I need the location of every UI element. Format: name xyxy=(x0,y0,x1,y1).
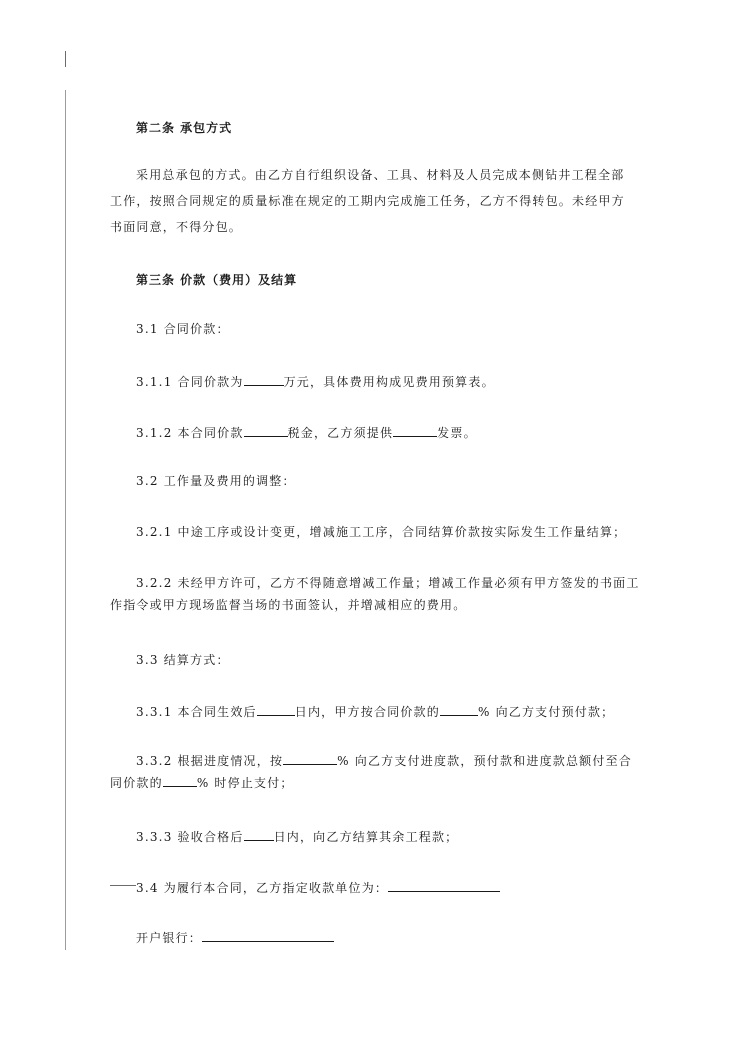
bank-blank[interactable] xyxy=(202,928,334,942)
clause-3-1-2 xyxy=(136,423,477,442)
clause-3-3-2-line2 xyxy=(110,772,640,794)
clause-3-1-1 xyxy=(136,372,495,391)
clause-3-3-2 xyxy=(110,750,640,794)
bank-line xyxy=(136,928,334,947)
clause-3-1-2-text-b: 税金，乙方须提供 xyxy=(287,426,394,440)
clause-3-3-1-text-b: 日内，甲方按合同价款的 xyxy=(294,705,440,719)
clause-3-2-2 xyxy=(110,572,640,616)
clause-3-2-1: 3.2.1 中途工序或设计变更，增减施工工序，合同结算价款按实际发生工作量结算； xyxy=(136,525,627,539)
clause-3-3-3-text-a: 3.3.3 验收合格后 xyxy=(136,830,244,844)
clause-3-3-2-text-a: 3.3.2 根据进度情况，按 xyxy=(136,754,284,768)
tax-blank[interactable] xyxy=(244,423,288,437)
settlement-days-blank[interactable] xyxy=(244,827,274,841)
effective-days-blank[interactable] xyxy=(257,702,295,716)
section3-heading: 第三条 价款（费用）及结算 xyxy=(136,273,298,287)
contract-price-blank[interactable] xyxy=(244,372,284,386)
clause-3-3-3-text-b: 日内，向乙方结算其余工程款； xyxy=(273,830,459,844)
clause-3-2-2-line1: 3.2.2 未经甲方许可，乙方不得随意增减工作量；增减工作量必须有甲方签发的书面工 xyxy=(136,576,640,590)
invoice-type-blank[interactable] xyxy=(393,423,437,437)
clause-3-3-2-text-d: % 时停止支付； xyxy=(196,776,294,790)
clause-3-3-2-text-b: % 向乙方支付进度款，预付款和进度款总额付至合 xyxy=(337,754,632,768)
clause-3-2: 3.2 工作量及费用的调整： xyxy=(136,474,296,488)
revision-mark-top xyxy=(65,51,66,67)
clause-3-4-text: 3.4 为履行本合同，乙方指定收款单位为： xyxy=(136,881,389,895)
section2-body: 采用总承包的方式。由乙方自行组织设备、工具、材料及人员完成本侧钻井工程全部工作，按照合同规定的质量标准在规定的工期内完成施工任务，乙方不得转包。未经甲方书面同意，不得分包。 xyxy=(110,168,625,234)
clause-3-3-1-text-c: % 向乙方支付预付款； xyxy=(477,705,615,719)
clause-3-3-2-text-c: 同价款的 xyxy=(110,776,163,790)
revision-underline xyxy=(110,884,136,886)
bank-label: 开户银行： xyxy=(136,931,203,945)
progress-percent-blank[interactable] xyxy=(283,751,337,765)
revision-margin-line xyxy=(65,90,66,950)
clause-3-4 xyxy=(136,878,500,897)
clause-3-1-2-text-a: 3.1.2 本合同价款 xyxy=(136,426,244,440)
section2-heading: 第二条 承包方式 xyxy=(136,121,233,135)
clause-3-3-1 xyxy=(136,702,614,721)
clause-3-1: 3.1 合同价款： xyxy=(136,322,230,336)
prepayment-percent-blank[interactable] xyxy=(440,702,478,716)
clause-3-2-2-line2: 作指令或甲方现场监督当场的书面签认，并增减相应的费用。 xyxy=(110,598,467,612)
payee-unit-blank[interactable] xyxy=(388,878,500,892)
clause-3-3-3 xyxy=(136,827,458,846)
clause-3-1-1-text-a: 3.1.1 合同价款为 xyxy=(136,375,244,389)
clause-3-3: 3.3 结算方式： xyxy=(136,653,230,667)
clause-3-1-1-text-b: 万元，具体费用构成见费用预算表。 xyxy=(283,375,495,389)
clause-3-3-1-text-a: 3.3.1 本合同生效后 xyxy=(136,705,257,719)
clause-3-1-2-text-c: 发票。 xyxy=(437,426,477,440)
clause-3-3-2-line1 xyxy=(110,750,640,772)
stop-payment-percent-blank[interactable] xyxy=(163,773,197,787)
